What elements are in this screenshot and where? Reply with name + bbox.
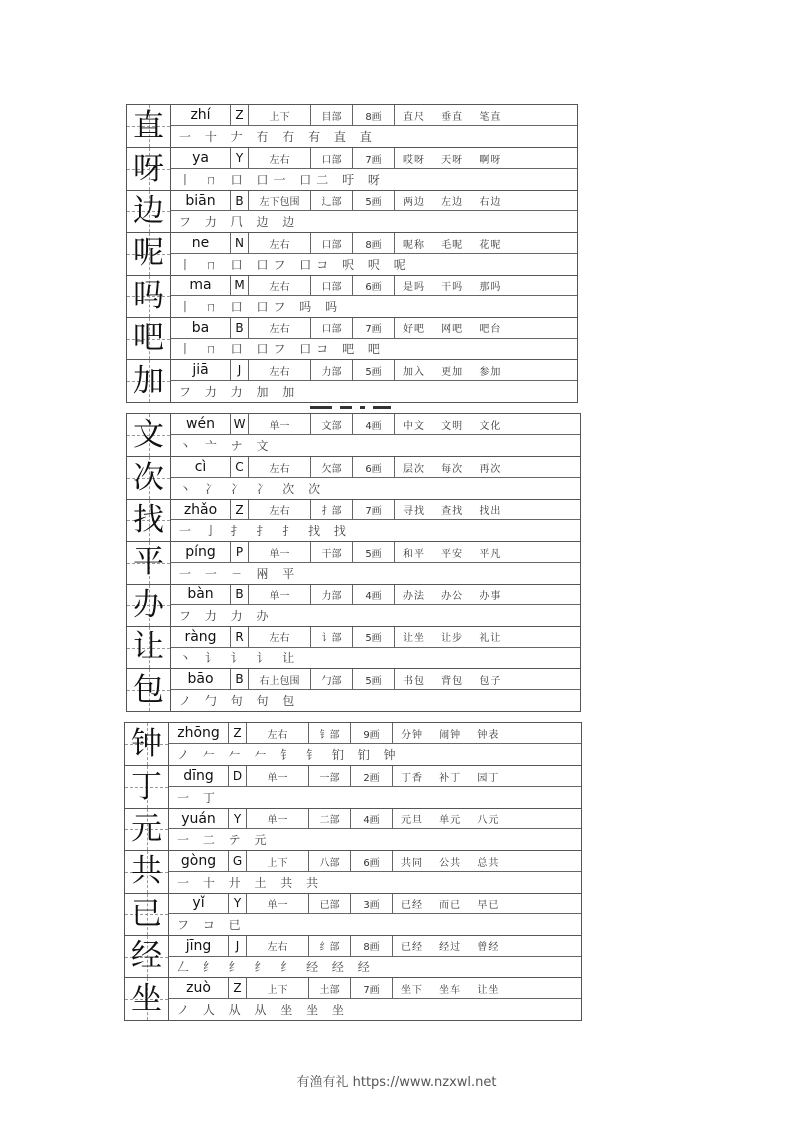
character-entry [125, 723, 581, 765]
character-info-row [171, 148, 577, 169]
initial-letter: Y [231, 148, 249, 168]
character-entry [127, 232, 577, 274]
structure: 左右 [247, 936, 309, 956]
pinyin: wén [171, 414, 231, 434]
example-words: 直尺 垂直 笔直 [403, 111, 502, 123]
character-glyph: 次 [133, 459, 164, 496]
initial-letter: C [231, 457, 249, 477]
stroke-order-row: 一 十 𠂇 冇 冇 有 直 直 [179, 130, 377, 145]
character-info-row [171, 627, 580, 648]
structure: 单一 [249, 414, 311, 434]
structure: 左右 [249, 318, 311, 338]
example-words: 呢称 毛呢 花呢 [403, 239, 502, 251]
character-grid-cell [127, 585, 171, 626]
stroke-count: 6画 [353, 276, 395, 296]
stroke-order-row: 一 丁 [177, 790, 220, 805]
pinyin: ma [171, 276, 231, 296]
initial-letter: Y [229, 809, 247, 829]
character-info-row [169, 936, 581, 957]
pinyin: bàn [171, 585, 231, 605]
character-grid-cell [125, 851, 169, 892]
initial-letter: M [231, 276, 249, 296]
pinyin: bāo [171, 669, 231, 689]
character-details [169, 851, 581, 892]
stroke-count: 8画 [353, 105, 395, 125]
character-grid-cell [125, 978, 169, 1019]
stroke-order-row: ノ 勹 句 句 包 [179, 693, 300, 708]
stroke-order-row: 丶 讠 讠 讠 让 [179, 651, 300, 666]
example-words: 两边 左边 右边 [403, 197, 502, 209]
character-glyph: 吗 [133, 277, 164, 314]
character-entry [127, 541, 580, 583]
radical: 辶部 [311, 191, 353, 211]
character-details [171, 500, 580, 541]
character-details [171, 457, 580, 498]
structure: 上下 [249, 105, 311, 125]
stroke-order-row: 𠃋 纟 纟 纟 纟 经 经 经 [177, 960, 375, 975]
stroke-order-row: 丨 ㄇ 口 口フ 吗 吗 [179, 300, 343, 315]
stroke-count: 5画 [353, 627, 395, 647]
character-entry [127, 275, 577, 317]
character-entry [127, 190, 577, 232]
character-details [169, 766, 581, 807]
character-info-row [169, 851, 581, 872]
stroke-count: 6画 [351, 851, 393, 871]
structure: 单一 [249, 542, 311, 562]
character-grid-cell [127, 500, 171, 541]
example-words: 哎呀 天呀 啊呀 [403, 154, 502, 166]
pinyin: cì [171, 457, 231, 477]
character-entry [125, 808, 581, 850]
example-words: 已经 而已 早已 [401, 899, 500, 911]
stroke-order-row: 一 十 廾 土 共 共 [177, 875, 324, 890]
character-details [171, 360, 577, 401]
character-glyph: 已 [131, 895, 162, 932]
stroke-count: 8画 [351, 936, 393, 956]
example-words: 加入 更加 参加 [403, 366, 502, 378]
stroke-count: 4画 [353, 585, 395, 605]
character-entry [127, 317, 577, 359]
character-details [169, 723, 581, 765]
character-info-row [171, 585, 580, 606]
character-glyph: 加 [133, 362, 164, 399]
pinyin: ràng [171, 627, 231, 647]
character-entry [127, 584, 580, 626]
structure: 左右 [249, 233, 311, 253]
radical: 钅部 [309, 723, 351, 743]
initial-letter: N [231, 233, 249, 253]
initial-letter: B [231, 585, 249, 605]
initial-letter: Z [229, 723, 247, 743]
pinyin: ya [171, 148, 231, 168]
character-details [171, 585, 580, 626]
initial-letter: D [229, 766, 247, 786]
structure: 左右 [249, 148, 311, 168]
character-entry [127, 147, 577, 189]
initial-letter: Y [229, 894, 247, 914]
pinyin: yǐ [169, 894, 229, 914]
stroke-count: 6画 [353, 457, 395, 477]
pinyin: jiā [171, 360, 231, 380]
character-grid-cell [127, 627, 171, 668]
pinyin: dīng [169, 766, 229, 786]
character-glyph: 边 [133, 192, 164, 229]
character-glyph: 直 [133, 107, 164, 144]
example-words: 元旦 单元 八元 [401, 815, 500, 827]
character-grid-cell [127, 191, 171, 232]
example-words: 层次 每次 再次 [403, 463, 502, 475]
structure: 左下包围 [249, 191, 311, 211]
stroke-count: 9画 [351, 723, 393, 743]
character-details [171, 233, 577, 274]
character-glyph: 钟 [131, 725, 162, 762]
stroke-count: 5画 [353, 542, 395, 562]
stroke-order-row: フ 力 力 加 加 [179, 384, 300, 399]
stroke-order-row: フ 力 ⺇ 边 边 [179, 215, 300, 230]
example-words: 和平 平安 平凡 [403, 548, 502, 560]
stroke-order-row: 一 一 ㄧ 㒳 平 [179, 566, 300, 581]
initial-letter: B [231, 191, 249, 211]
character-details [171, 148, 577, 189]
character-info-row [171, 669, 580, 690]
initial-letter: J [231, 360, 249, 380]
initial-letter: W [231, 414, 249, 434]
character-details [169, 936, 581, 977]
structure: 左右 [249, 457, 311, 477]
stroke-order-row: 丶 亠 ナ 文 [179, 439, 274, 454]
radical: 文部 [311, 414, 353, 434]
character-entry [125, 850, 581, 892]
character-info-row [171, 191, 577, 212]
character-info-row [171, 360, 577, 381]
radical: 力部 [311, 360, 353, 380]
radical: 力部 [311, 585, 353, 605]
stroke-order-row: 丶 冫 冫 冫 次 次 [179, 481, 326, 496]
radical: 口部 [311, 148, 353, 168]
character-entry [127, 499, 580, 541]
structure: 单一 [249, 585, 311, 605]
character-info-row [171, 105, 577, 126]
example-words: 办法 办公 办事 [403, 590, 502, 602]
stroke-order-row: 一 亅 扌 扌 扌 找 找 [179, 524, 351, 539]
character-entry [125, 935, 581, 977]
character-details [171, 105, 577, 147]
character-info-row [171, 276, 577, 297]
stroke-count: 7画 [353, 318, 395, 338]
character-glyph: 坐 [131, 980, 162, 1017]
initial-letter: J [229, 936, 247, 956]
structure: 单一 [247, 809, 309, 829]
character-info-row [171, 414, 580, 435]
structure: 上下 [247, 978, 309, 998]
structure: 左右 [249, 360, 311, 380]
pinyin: ba [171, 318, 231, 338]
initial-letter: P [231, 542, 249, 562]
initial-letter: B [231, 318, 249, 338]
radical: 讠部 [311, 627, 353, 647]
example-words: 好吧 网吧 吧台 [403, 324, 502, 336]
footer-watermark: 有渔有礼 https://www.nzxwl.net [296, 1075, 497, 1090]
character-grid-cell [127, 414, 171, 456]
pinyin: jīng [169, 936, 229, 956]
structure: 左右 [249, 627, 311, 647]
character-entry [127, 359, 577, 401]
character-info-row [169, 766, 581, 787]
stroke-count: 7画 [351, 978, 393, 998]
character-entry [125, 977, 581, 1019]
pinyin: zhōng [169, 723, 229, 743]
structure: 右上包围 [249, 669, 311, 689]
example-words: 已经 经过 曾经 [401, 942, 500, 954]
pinyin: ne [171, 233, 231, 253]
character-table-3 [124, 722, 582, 1021]
stroke-count: 7画 [353, 148, 395, 168]
character-grid-cell [127, 233, 171, 274]
character-entry [127, 456, 580, 498]
stroke-order-row: フ コ 已 [177, 918, 246, 933]
character-details [171, 414, 580, 456]
pinyin: biān [171, 191, 231, 211]
character-details [171, 191, 577, 232]
structure: 左右 [249, 500, 311, 520]
character-entry [125, 765, 581, 807]
character-grid-cell [125, 894, 169, 935]
character-grid-cell [125, 766, 169, 807]
character-glyph: 共 [131, 853, 162, 890]
character-grid-cell [127, 148, 171, 189]
radical: 干部 [311, 542, 353, 562]
radical: 纟部 [309, 936, 351, 956]
stroke-order-row: 丨 ㄇ 口 口フ 口コ 吧 吧 [179, 342, 385, 357]
character-grid-cell [127, 457, 171, 498]
initial-letter: G [229, 851, 247, 871]
character-glyph: 吧 [133, 320, 164, 357]
initial-letter: Z [231, 500, 249, 520]
pinyin: gòng [169, 851, 229, 871]
stroke-count: 2画 [351, 766, 393, 786]
radical: 一部 [309, 766, 351, 786]
pinyin: yuán [169, 809, 229, 829]
character-glyph: 丁 [131, 768, 162, 805]
character-info-row [169, 894, 581, 915]
character-glyph: 包 [133, 671, 164, 708]
character-table-1 [126, 104, 578, 403]
initial-letter: Z [229, 978, 247, 998]
stroke-order-row: 丨 ㄇ 口 口一 口二 吁 呀 [179, 172, 385, 187]
pinyin: zhí [171, 105, 231, 125]
initial-letter: Z [231, 105, 249, 125]
character-grid-cell [125, 809, 169, 850]
character-info-row [171, 500, 580, 521]
stroke-order-row: 一 二 テ 元 [177, 833, 272, 848]
stroke-count: 8画 [353, 233, 395, 253]
section-divider [310, 405, 405, 409]
character-entry [127, 414, 580, 456]
character-info-row [169, 723, 581, 744]
stroke-count: 5画 [353, 191, 395, 211]
radical: 二部 [309, 809, 351, 829]
example-words: 共同 公共 总共 [401, 857, 500, 869]
radical: 欠部 [311, 457, 353, 477]
character-info-row [171, 542, 580, 563]
character-glyph: 让 [133, 629, 164, 666]
structure: 单一 [247, 894, 309, 914]
structure: 左右 [249, 276, 311, 296]
character-grid-cell [127, 105, 171, 147]
character-info-row [171, 233, 577, 254]
character-info-row [171, 457, 580, 478]
character-glyph: 元 [131, 810, 162, 847]
character-info-row [169, 809, 581, 830]
character-grid-cell [127, 542, 171, 583]
character-grid-cell [127, 276, 171, 317]
character-glyph: 呀 [133, 150, 164, 187]
structure: 左右 [247, 723, 309, 743]
radical: 目部 [311, 105, 353, 125]
character-entry [127, 626, 580, 668]
stroke-count: 4画 [351, 809, 393, 829]
character-grid-cell [125, 723, 169, 765]
radical: 土部 [309, 978, 351, 998]
character-table-2 [126, 413, 581, 712]
character-entry [125, 893, 581, 935]
initial-letter: R [231, 627, 249, 647]
stroke-order-row: 丨 ㄇ 口 口フ 口コ 呎 呎 呢 [179, 257, 411, 272]
character-entry [127, 105, 577, 147]
example-words: 是吗 干吗 那吗 [403, 281, 502, 293]
character-details [171, 627, 580, 668]
stroke-order-row: フ 力 力 办 [179, 609, 274, 624]
pinyin: zuò [169, 978, 229, 998]
structure: 上下 [247, 851, 309, 871]
radical: 八部 [309, 851, 351, 871]
stroke-count: 7画 [353, 500, 395, 520]
stroke-count: 5画 [353, 669, 395, 689]
example-words: 丁香 补丁 园丁 [401, 772, 500, 784]
character-grid-cell [125, 936, 169, 977]
pinyin: píng [171, 542, 231, 562]
character-details [171, 318, 577, 359]
stroke-count: 3画 [351, 894, 393, 914]
character-grid-cell [127, 360, 171, 401]
character-grid-cell [127, 318, 171, 359]
stroke-order-row: ノ 人 从 从 坐 坐 坐 [177, 1002, 349, 1017]
radical: 口部 [311, 276, 353, 296]
character-glyph: 呢 [133, 235, 164, 272]
example-words: 分钟 闹钟 钟表 [401, 729, 500, 741]
character-details [171, 669, 580, 710]
character-info-row [171, 318, 577, 339]
radical: 扌部 [311, 500, 353, 520]
example-words: 坐下 坐车 让坐 [401, 984, 500, 996]
radical: 已部 [309, 894, 351, 914]
character-info-row [169, 978, 581, 999]
radical: 口部 [311, 233, 353, 253]
example-words: 中文 文明 文化 [403, 420, 502, 432]
character-glyph: 办 [133, 586, 164, 623]
example-words: 寻找 查找 找出 [403, 506, 502, 518]
stroke-count: 5画 [353, 360, 395, 380]
character-glyph: 经 [131, 938, 162, 975]
example-words: 书包 背包 包子 [403, 675, 502, 687]
character-grid-cell [127, 669, 171, 710]
character-glyph: 平 [133, 544, 164, 581]
character-details [169, 894, 581, 935]
example-words: 让坐 让步 礼让 [403, 633, 502, 645]
radical: 口部 [311, 318, 353, 338]
stroke-order-row: ノ 𠂉 𠂉 𠂉 钅 钅 钔 钔 钟 [177, 748, 401, 763]
stroke-count: 4画 [353, 414, 395, 434]
character-entry [127, 668, 580, 710]
character-details [171, 542, 580, 583]
character-details [169, 978, 581, 1019]
character-details [169, 809, 581, 850]
character-glyph: 文 [133, 416, 164, 453]
structure: 单一 [247, 766, 309, 786]
character-details [171, 276, 577, 317]
initial-letter: B [231, 669, 249, 689]
character-glyph: 找 [133, 501, 164, 538]
radical: 勹部 [311, 669, 353, 689]
pinyin: zhǎo [171, 500, 231, 520]
